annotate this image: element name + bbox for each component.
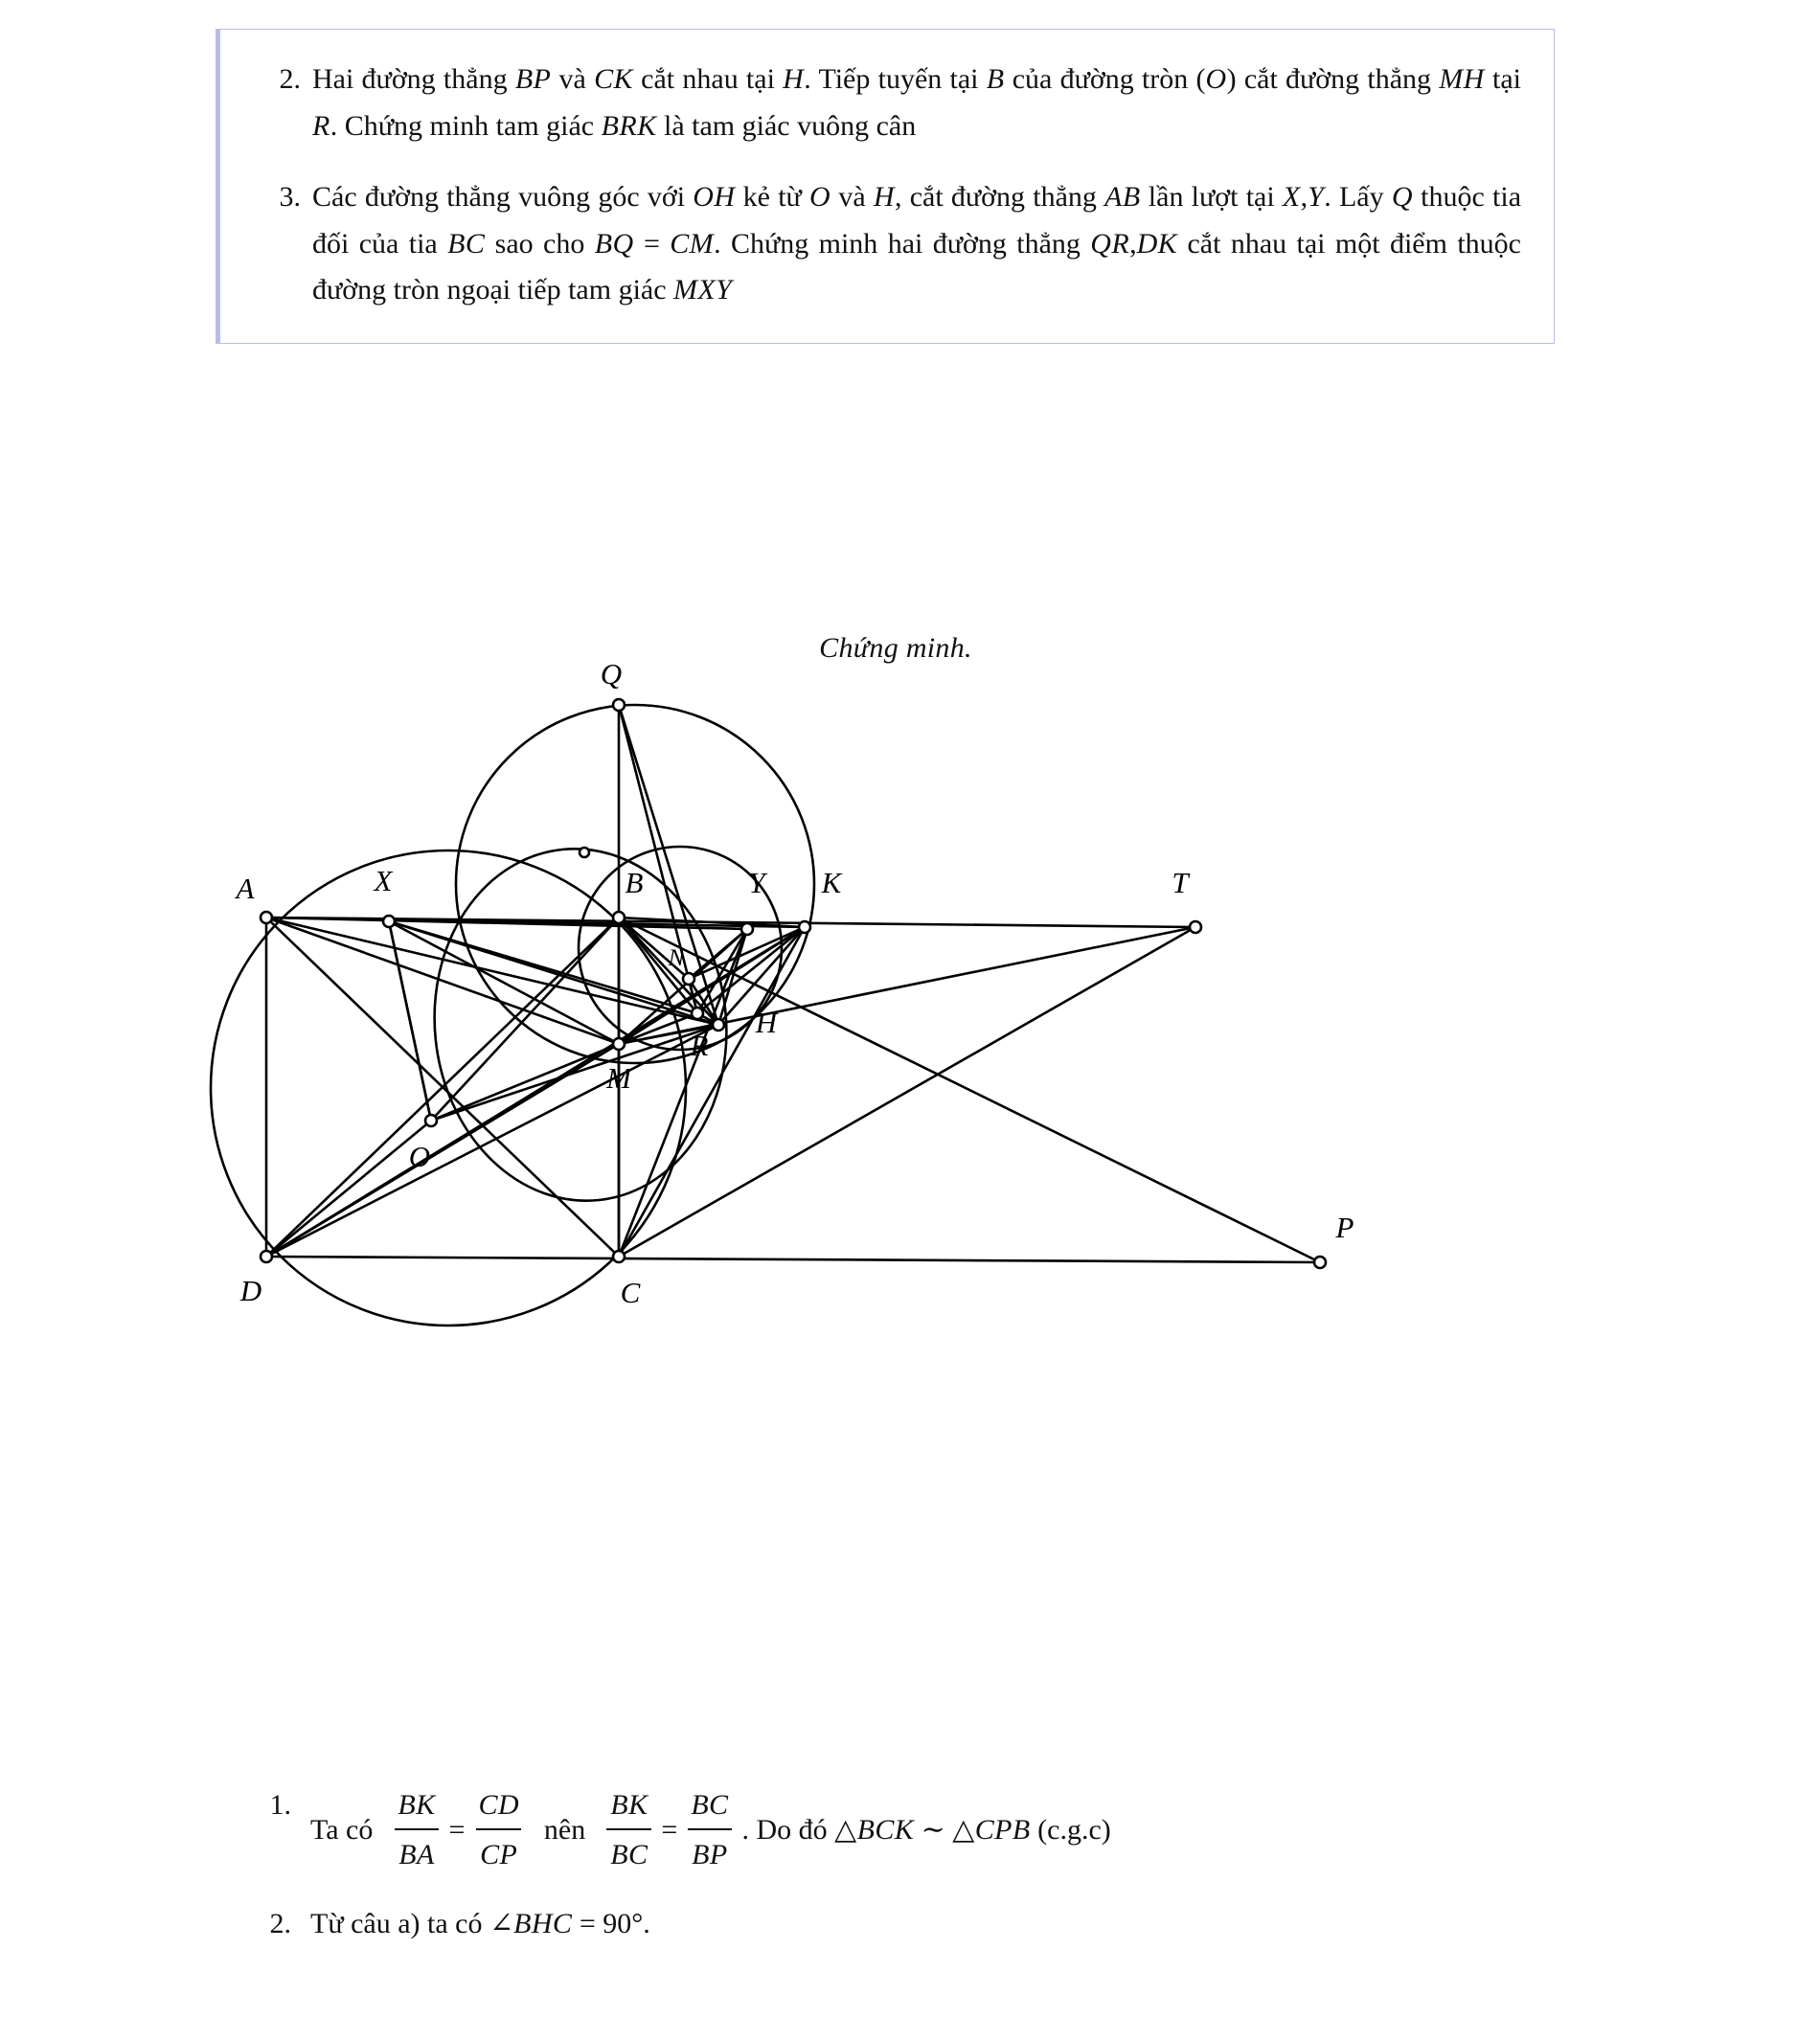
label-D: D	[239, 1274, 262, 1307]
label-M: M	[606, 1061, 631, 1095]
label-H: H	[755, 1006, 778, 1039]
fraction-bk-bc-numerator: BK	[610, 1789, 648, 1821]
solution-1-mid: nên	[543, 1814, 586, 1846]
solution-item-2-body	[257, 1902, 1559, 1945]
fraction-cd-cp-numerator: CD	[478, 1789, 519, 1821]
point-M	[613, 1038, 625, 1050]
solution-2-text: Từ câu a) ta có ∠BHC = 90°.	[310, 1908, 650, 1939]
point-D	[261, 1251, 272, 1262]
point-A	[261, 912, 272, 923]
segment-OD	[266, 1121, 431, 1257]
label-P: P	[1335, 1211, 1354, 1244]
point-H	[713, 1019, 724, 1031]
point-C	[613, 1251, 625, 1262]
line-DP	[266, 1257, 1320, 1262]
label-T: T	[1172, 866, 1189, 899]
segment-CT	[619, 927, 1195, 1257]
equals-sign-1: =	[448, 1814, 466, 1846]
statement-list	[253, 57, 1521, 314]
statement-item-2-text: Hai đường thẳng BP và CK cắt nhau tại H. Tiếp tuyến tại B của đường tròn (O) cắt đường thẳng MH tại R. Chứng minh tam giác BRK là tam giác vuông cân	[312, 63, 1521, 142]
point-R	[692, 1008, 703, 1019]
label-Q: Q	[600, 657, 623, 691]
statement-box	[216, 29, 1555, 344]
fraction-bc-bp-numerator: BC	[691, 1789, 729, 1821]
statement-item-3-number: 3.	[279, 181, 301, 214]
solution-1-suffix: . Do đó △BCK ∼ △CPB (c.g.c)	[741, 1814, 1111, 1846]
label-R: R	[690, 1029, 709, 1062]
fraction-bk-ba-denominator: BA	[395, 1828, 438, 1876]
fraction-cd-cp	[474, 1783, 522, 1876]
geometry-figure	[144, 657, 1695, 1714]
equals-sign-2: =	[661, 1814, 678, 1846]
label-O: O	[408, 1140, 431, 1173]
point-K	[799, 921, 810, 933]
point-T	[1190, 921, 1201, 933]
point-X	[383, 916, 395, 927]
point-center-mark	[580, 848, 589, 857]
statement-item-2-number: 2.	[279, 63, 301, 95]
segment-OM	[431, 1044, 619, 1121]
statement-item-3	[253, 174, 1521, 314]
solution-item-2-number: 2.	[269, 1908, 291, 1939]
fraction-bc-bp-denominator: BP	[688, 1828, 731, 1876]
solution-item-1-body	[257, 1783, 1559, 1876]
solution-item-1	[257, 1783, 1559, 1876]
point-N	[683, 973, 694, 985]
segment-DH	[266, 1025, 718, 1257]
fraction-bc-bp	[687, 1783, 732, 1876]
fraction-cd-cp-denominator: CP	[476, 1828, 521, 1876]
statement-item-2	[253, 57, 1521, 149]
label-K: K	[821, 866, 842, 899]
point-P	[1314, 1257, 1326, 1268]
proof-heading	[0, 632, 1820, 665]
label-Y: Y	[748, 866, 765, 899]
solution-item-2	[257, 1902, 1559, 1945]
label-X: X	[374, 864, 393, 897]
point-B	[613, 912, 625, 923]
solution-item-1-number: 1.	[269, 1789, 291, 1821]
fraction-bk-ba-numerator: BK	[398, 1789, 436, 1821]
label-A: A	[236, 872, 255, 905]
label-B: B	[625, 866, 644, 899]
segment-CK	[619, 927, 805, 1257]
point-O	[425, 1115, 437, 1126]
figure-points	[261, 699, 1326, 1268]
label-N: N	[668, 945, 685, 971]
solution-1-prefix: Ta có	[310, 1814, 374, 1846]
fraction-bk-bc-denominator: BC	[606, 1828, 651, 1876]
label-C: C	[620, 1276, 641, 1309]
fraction-bk-bc	[606, 1783, 651, 1876]
statement-item-3-text: Các đường thẳng vuông góc với OH kẻ từ O và H, cắt đường thẳng AB lần lượt tại X,Y. Lấy Q thuộc tia đối của tia BC sao cho BQ = CM. Chứng minh hai đường thẳng QR,DK cắt nhau tại một điểm thuộc đường tròn ngoại tiếp tam giác MXY	[312, 181, 1522, 306]
fraction-bk-ba	[394, 1783, 439, 1876]
point-Q	[613, 699, 625, 711]
geometry-figure-svg	[144, 657, 1695, 1714]
proof-heading-text: Chứng minh.	[819, 632, 972, 664]
point-Y	[741, 923, 753, 935]
